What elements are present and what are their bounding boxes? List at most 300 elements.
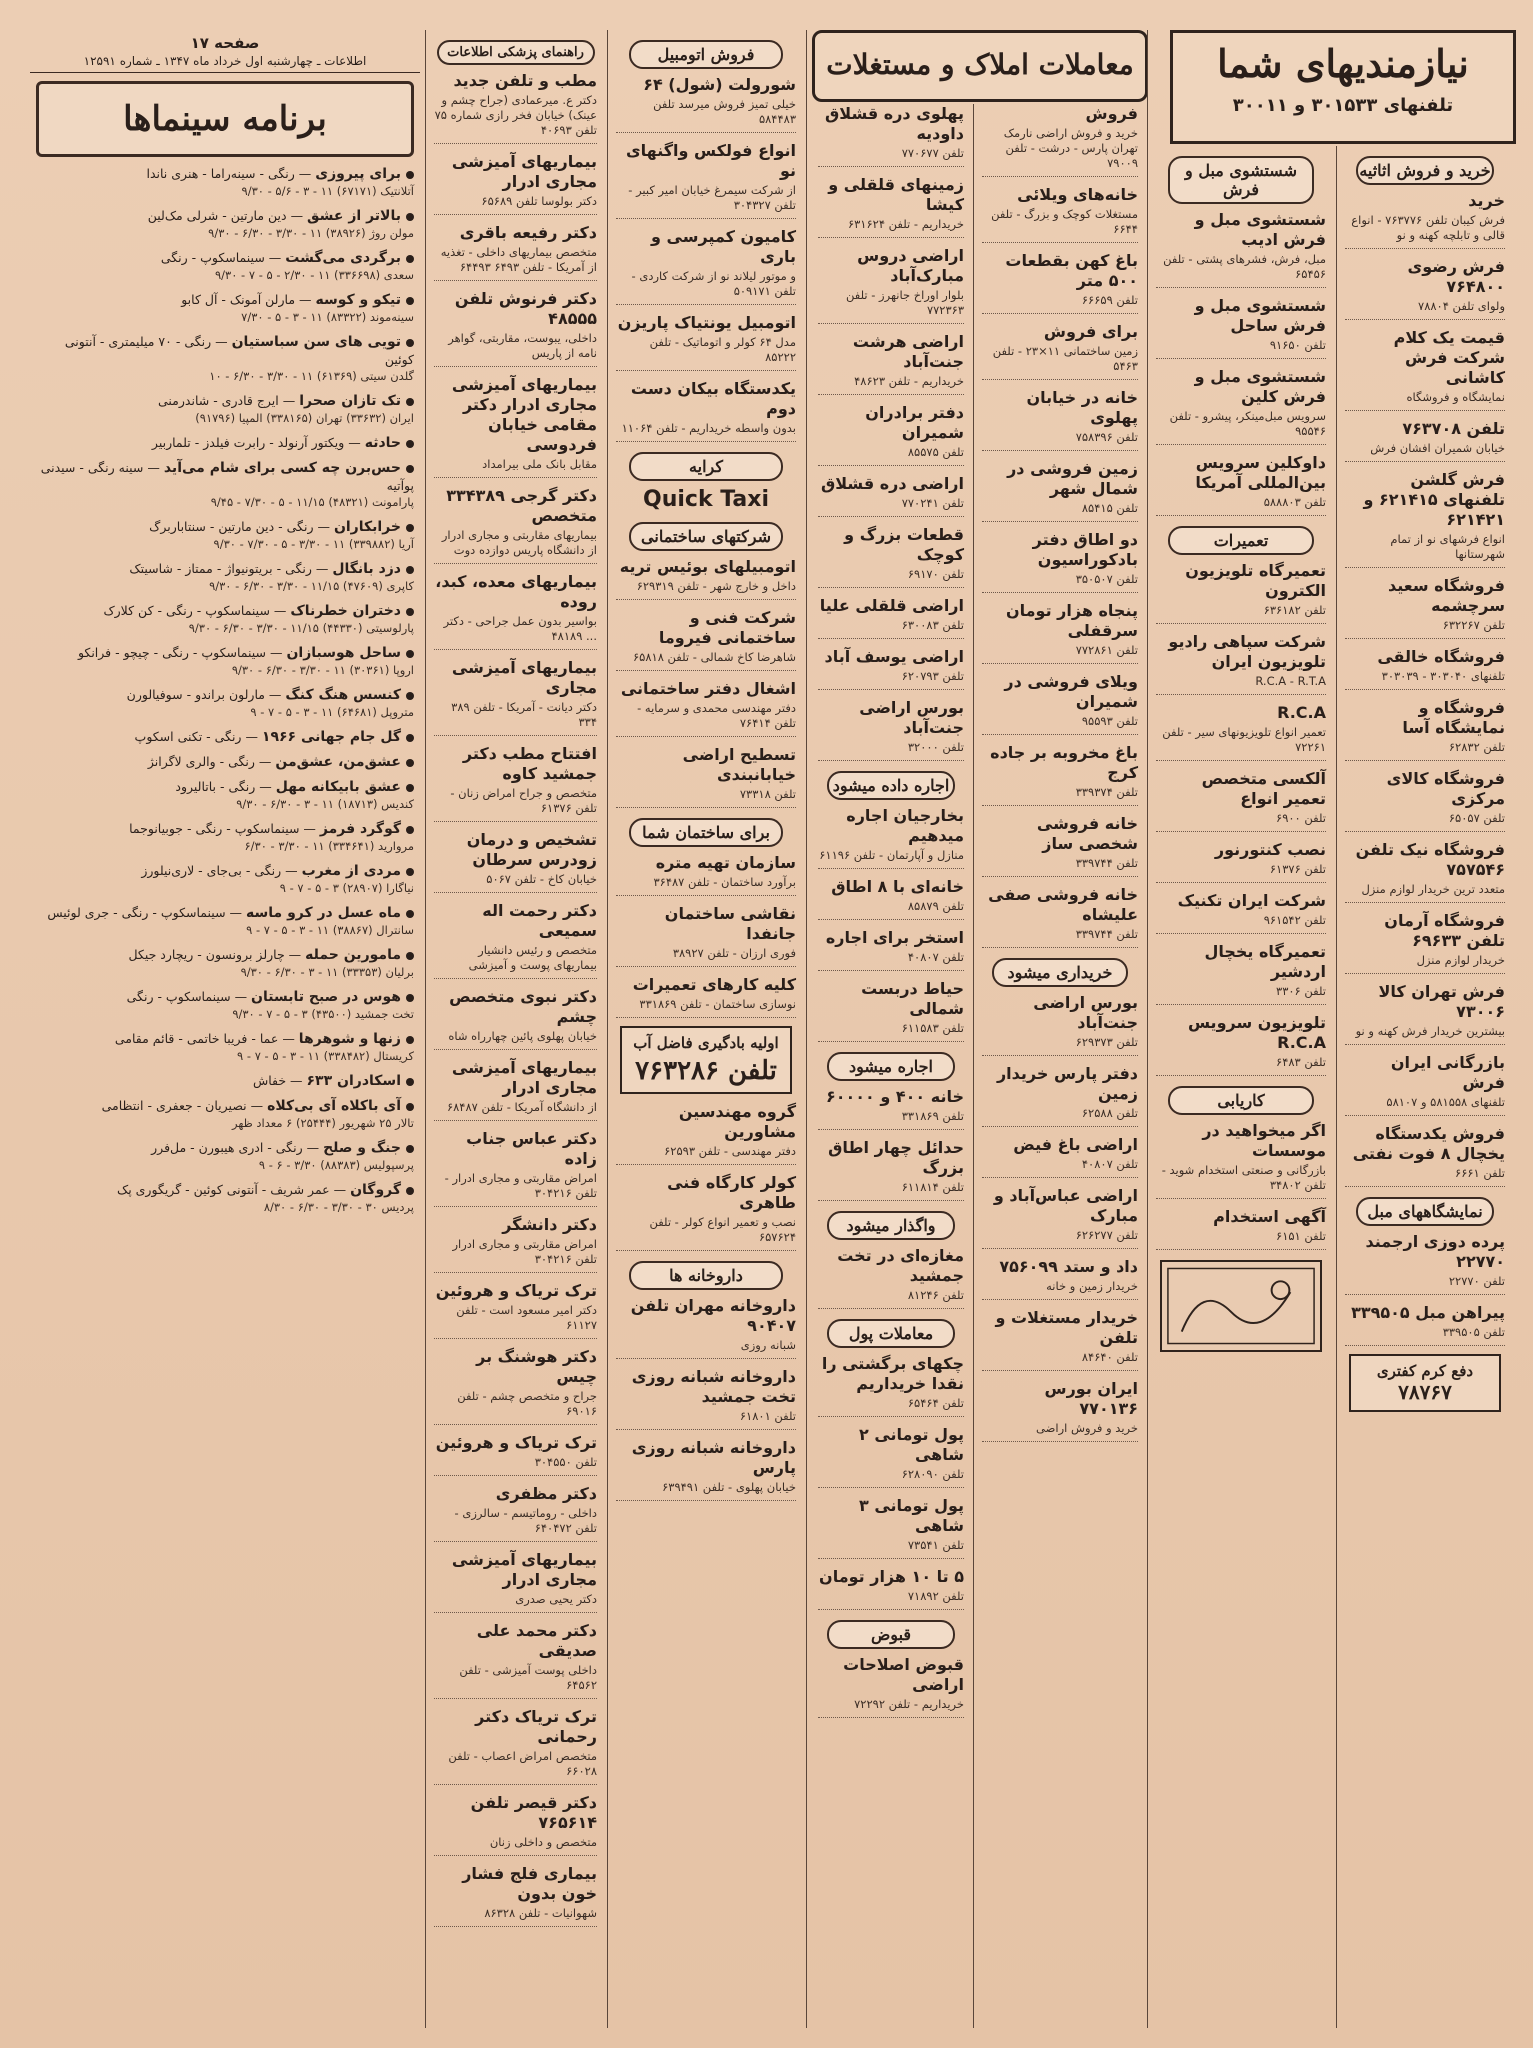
ad-title: شرکت فنی و ساختمانی فیروما <box>658 608 796 647</box>
classified-ad <box>982 814 1138 877</box>
classified-ad <box>1345 1232 1505 1295</box>
ad-title: پرده دوزی ارجمند ۲۲۷۷۰ <box>1365 1232 1505 1271</box>
ad-body: R.C.A - R.T.A <box>1255 674 1326 688</box>
cinema-listing: بالاتر از عشق — دین مارتین - شرلی مک‌لین مولن روژ (۳۸۹۲۶) ۱۱ - ۳/۳۰ - ۶/۳۰ - ۹/۳۰ <box>36 207 414 242</box>
classified-ad <box>1345 1124 1505 1187</box>
ad-title: اراضی دره قشلاق <box>820 474 964 493</box>
ad-body: دکتر بولوسا تلفن ۶۵۶۸۹ <box>481 194 597 208</box>
ad-title: ترک تریاک دکتر رحمانی <box>475 1707 597 1746</box>
pharmacy-header: داروخانه ها <box>629 1261 783 1290</box>
classified-ad <box>818 1246 964 1309</box>
classified-ad <box>818 1138 964 1201</box>
classified-ad <box>818 806 964 869</box>
cinema-film-name: تیکو و کوسه <box>315 292 401 308</box>
classified-ad <box>1156 769 1326 832</box>
ad-body: فرش کیبان تلفن ۷۶۳۷۷۶ - انواع قالی و تابلچه کهنه و نو <box>1351 213 1505 242</box>
classified-ad <box>1345 328 1505 411</box>
cinema-film-info: مارلون براندو - سوفیالورن <box>126 687 265 702</box>
cinema-film-info: چارلز برونسون - ریچارد جیکل <box>128 947 285 962</box>
medical-section-header: راهنمای پزشکی اطلاعات <box>437 40 595 65</box>
classified-ad <box>434 572 597 650</box>
bullet-icon <box>406 910 414 918</box>
cinema-listing: تک تازان صحرا — ایرج قادری - شاندرمنی ایران (۳۳۶۳۲) تهران (۳۳۸۱۶۵) المپیا (۹۱۷۹۶) <box>36 392 414 427</box>
classified-ad <box>1345 647 1505 690</box>
cinema-showtimes: نیاگارا (۲۸۹۰۷) ۳ - ۵ - ۷ - ۹ <box>279 881 414 895</box>
ad-body: دکتر دیانت - آمریکا - تلفن ۳۸۹ ۳۳۴ <box>451 700 597 729</box>
page-number: صفحه ۱۷ <box>190 34 260 52</box>
ad-body: داخلی پوست آمیزشی - تلفن ۶۴۵۶۲ <box>459 1663 597 1692</box>
ad-title: خانه فروشی صفی علیشاه <box>988 885 1138 924</box>
quick-taxi-ad: Quick Taxi <box>643 487 769 512</box>
ad-body: تلفن ۷۳۳۱۸ <box>739 787 796 801</box>
ad-title: دکتر قیصر تلفن ۷۶۵۶۱۴ <box>470 1793 597 1832</box>
ad-body: تلفن ۸۵۴۱۵ <box>1081 501 1138 515</box>
bullet-icon <box>406 1103 414 1111</box>
ad-body: تلفن ۹۵۵۹۳ <box>1081 714 1138 728</box>
cinema-film-info: سینه رنگی - سیدنی پوآتیه <box>40 460 414 493</box>
ad-title: تشخیص و درمان زودرس سرطان <box>466 830 597 869</box>
medical-column <box>428 30 603 2028</box>
cinema-listing: مامورین حمله — چارلز برونسون - ریچارد جیکل برلیان (۳۳۳۵۳) ۱۱ - ۳ - ۶/۳۰ - ۹/۳۰ <box>36 946 414 981</box>
ad-body: تلفن ۷۵۸۳۹۶ <box>1075 430 1138 444</box>
exhibits-header: نمایشگاههای مبل <box>1356 1197 1494 1226</box>
repairs-header: تعمیرات <box>1168 526 1314 555</box>
ad-body: تلفن ۸۱۲۴۶ <box>907 1288 964 1302</box>
construction-header: شرکتهای ساختمانی <box>629 522 783 551</box>
ad-body: مبل، فرش، فشرهای پشتی - تلفن ۶۵۴۵۶ <box>1163 252 1326 281</box>
ad-title: دکتر محمد علی صدیقی <box>476 1621 597 1660</box>
classified-ad <box>1156 1121 1326 1199</box>
ad-body: تلفن ۳۳۰۶ <box>1276 984 1326 998</box>
ad-title: فرش رضوی ۷۶۴۸۰۰ <box>1407 257 1505 296</box>
bullet-icon <box>406 398 414 406</box>
classified-ad <box>434 1433 597 1476</box>
ad-body: شاهرضا کاخ شمالی - تلفن ۶۵۸۱۸ <box>633 650 796 664</box>
ad-title: اراضی یوسف آباد <box>824 647 964 666</box>
cinema-listing: دختران خطرناک — سینماسکوپ - رنگی - کن کلارک پارلوسیتی (۴۴۳۳۰) ۱۱/۱۵ - ۳/۳۰ - ۶/۳۰ - ۹/۳۰ <box>36 602 414 637</box>
ad-body: دفتر مهندسی محمدی و سرمایه - تلفن ۷۶۴۱۴ <box>637 701 796 730</box>
ad-body: تلفن ۶۲۰۷۹۳ <box>901 669 964 683</box>
classified-ad <box>982 993 1138 1056</box>
bullet-icon <box>406 171 414 179</box>
ad-body: فوری ارزان - تلفن ۳۸۹۲۷ <box>672 946 796 960</box>
ad-body: دکتر یحیی صدری <box>515 1592 597 1606</box>
cinema-showtimes: متروپل (۶۴۶۸۱) ۱۱ - ۳ - ۵ - ۷ - ۹ <box>250 705 414 719</box>
for-construction-header: برای ساختمان شما <box>629 818 783 847</box>
ad-title: ایران بورس ۷۷۰۱۳۶ <box>1044 1379 1138 1418</box>
ad-title: ترک تریاک و هروئین <box>435 1281 597 1300</box>
ad-body: تلفن ۲۲۷۷۰ <box>1448 1274 1505 1288</box>
ad-body: بیماریهای مقاربتی و مجاری ادرار از دانشگاه پاریس دوازده دوت <box>441 528 597 557</box>
ad-title: اراضی دروس مبارک‌آباد <box>857 246 964 285</box>
ad-title: شستشوی مبل و فرش ساحل <box>1194 296 1326 335</box>
cinema-listing: حادثه — ویکتور آرنولد - رابرت فیلدز - تلماربیر <box>36 434 414 452</box>
ad-body: تلفن ۶۴۸۳ <box>1276 1055 1326 1069</box>
cinema-film-name: گل جام جهانی ۱۹۶۶ <box>261 729 401 745</box>
ad-body: تلفن ۳۳۹۷۴۴ <box>1075 856 1138 870</box>
cinema-film-name: تک تازان صحرا <box>299 393 401 409</box>
cinema-listing: تیکو و کوسه — مارلن آمونک - آل کابو سینه‌موند (۸۳۳۲۲) ۱۱ - ۳ - ۵ - ۷/۳۰ <box>36 291 414 326</box>
ad-body: خریدار زمین و خانه <box>1046 1279 1138 1293</box>
classifieds-title: نیازمندیهای شما <box>1217 41 1469 86</box>
cinema-film-name: مامورین حمله <box>305 947 401 963</box>
cinema-film-name: کنسس هنگ کنگ <box>285 687 401 703</box>
ad-title: تلویزیون سرویس R.C.A <box>1187 1013 1326 1052</box>
classified-ad <box>1156 840 1326 883</box>
cinema-showtimes: سینه‌موند (۸۳۳۲۲) ۱۱ - ۳ - ۵ - ۷/۳۰ <box>241 310 414 324</box>
illustrated-ad-logo <box>1160 1260 1322 1352</box>
ad-title: تعمیرگاه یخچال اردشیر <box>1204 942 1326 981</box>
classified-ad <box>434 830 597 893</box>
cinema-film-info: نصیریان - جعفری - انتظامی <box>101 1098 247 1113</box>
cinema-showtimes: کاپری (۴۷۶۰۹) ۱۱/۱۵ - ۳/۳۰ - ۶/۳۰ - ۹/۳۰ <box>209 579 414 593</box>
cinema-listing: مردی از مغرب — رنگی - بی‌جای - لاری‌نیلورز نیاگارا (۲۸۹۰۷) ۳ - ۵ - ۷ - ۹ <box>36 862 414 897</box>
ad-body: متخصص بیماریهای داخلی - تغذیه از آمریکا - تلفن ۶۴۹۳ ۶۴۴۹۳ <box>440 245 597 274</box>
cinema-film-info: سینماسکوپ - رنگی - کن کلارک <box>103 603 270 618</box>
ad-body: منازل و آپارتمان - تلفن ۶۱۱۹۶ <box>819 848 964 862</box>
cinema-film-info: رنگی - سینه‌راما - هنری ناندا <box>146 166 295 181</box>
cinema-film-name: حادثه <box>364 435 401 451</box>
classified-ad <box>616 1438 796 1501</box>
classified-ad <box>434 744 597 822</box>
bullet-icon <box>406 1145 414 1153</box>
ad-title: تسطیح اراضی خیابانبندی <box>682 745 796 784</box>
ad-title: تعمیرگاه تلویزیون الکترون <box>1185 561 1326 600</box>
classified-ad <box>616 75 796 133</box>
cinema-showtimes: تخت جمشید (۴۳۵۰۰) ۳ - ۵ - ۷ - ۹/۳۰ <box>232 1007 414 1021</box>
ad-title: داروخانه مهران تلفن ۹۰۴۰۷ <box>630 1296 796 1335</box>
cinema-film-name: برای پیروزی <box>315 166 401 182</box>
classified-ad <box>818 1425 964 1488</box>
ad-body: خریداریم - تلفن ۶۳۱۶۲۴ <box>847 217 964 231</box>
ad-body: تلفن ۶۳۰۰۸۳ <box>901 618 964 632</box>
ad-title: پهلوی دره قشلاق داودیه <box>824 104 964 143</box>
ad-body: تلفن ۶۲۹۳۷۳ <box>1075 1035 1138 1049</box>
ad-title: دکتر عباس جناب زاده <box>466 1129 597 1168</box>
cinema-listing: گل جام جهانی ۱۹۶۶ — رنگی - تکنی اسکوپ <box>36 728 414 746</box>
realestate-column-b <box>976 104 1144 2028</box>
cinema-film-name: مردی از مغرب <box>301 863 401 879</box>
classified-ad <box>982 1135 1138 1178</box>
ad-body: دفتر مهندسی - تلفن ۶۲۵۹۳ <box>664 1144 796 1158</box>
cinema-showtimes: پرسپولیس (۸۸۳۸۳) ۳/۳۰ - ۶ - ۹ <box>258 1158 414 1172</box>
ad-title: زمینهای قلقلی و کیشا <box>828 175 964 214</box>
ad-title: بیماری فلج فشار خون بدون <box>462 1864 597 1903</box>
ad-title: قبوض اصلاحات اراضی <box>843 1655 964 1694</box>
services-column <box>1339 146 1511 2028</box>
ad-title: خانه‌های ویلائی <box>1017 185 1138 204</box>
ad-body: بلوار اوراخ جانهرز - تلفن ۷۷۲۳۶۳ <box>846 288 964 317</box>
bullet-icon <box>406 608 414 616</box>
ad-body: تلفن ۶۲۸۳۲ <box>1448 740 1505 754</box>
classified-ad <box>982 1308 1138 1371</box>
ad-title: ۵ تا ۱۰ هزار تومان <box>819 1567 964 1586</box>
cinema-film-name: ساحل هوسبازان <box>286 645 401 661</box>
ad-title: دکتر مظفری <box>495 1484 597 1503</box>
ad-body: تلفن ۳۳۹۵۰۵ <box>1442 1325 1505 1339</box>
ad-title: بیماریهای آمیزشی مجاری ادرار <box>451 152 597 191</box>
classified-ad <box>616 1102 796 1165</box>
cinema-film-info: رنگی - ادری هیبورن - مل‌فرر <box>151 1140 303 1155</box>
classified-ad <box>1156 210 1326 288</box>
ad-body: تلفن ۷۷۲۸۶۱ <box>1075 643 1138 657</box>
classified-ad <box>818 175 964 238</box>
classified-ad <box>616 557 796 600</box>
cinema-film-info: رنگی - بی‌جای - لاری‌نیلورز <box>141 863 282 878</box>
ad-body: خرید و فروش اراضی <box>1036 1421 1138 1435</box>
classified-ad <box>1156 561 1326 624</box>
ad-body: مقابل بانک ملی بیرامداد <box>482 457 597 471</box>
classified-ad <box>982 459 1138 522</box>
bullet-icon <box>406 440 414 448</box>
ad-title: دو اطاق دفتر بادکوراسیون <box>1032 530 1138 569</box>
classified-ad <box>1345 191 1505 249</box>
classified-ad <box>616 975 796 1018</box>
furniture-sales-header: خرید و فروش اثاثیه <box>1356 156 1494 185</box>
bullet-icon <box>406 759 414 767</box>
cinema-film-name: دختران خطرناک <box>290 603 401 619</box>
ad-body: دکتر ع. میرعمادی (جراح چشم و عینک) خیابان فخر رازی شماره ۷۵ تلفن ۴۰۶۹۳ <box>434 93 597 137</box>
bullet-icon <box>406 1187 414 1195</box>
ad-body: خرید و فروش اراضی نارمک تهران پارس - درشت - تلفن ۷۹۰۰۹ <box>1003 126 1138 170</box>
ad-body: مدل ۶۴ کولر و اتوماتیک - تلفن ۸۵۲۲۲ <box>649 335 796 364</box>
ad-title: مغازه‌ای در تخت جمشید <box>837 1246 964 1285</box>
cinema-showtimes: سعدی (۳۳۶۶۹۸) ۱۱ - ۲/۳۰ - ۵ - ۷ - ۹/۳۰ <box>214 268 414 282</box>
cinema-film-name: تویی های سن سباستیان <box>231 334 401 350</box>
classified-ad <box>818 104 964 167</box>
classified-ad <box>982 388 1138 451</box>
bullet-icon <box>406 734 414 742</box>
ad-body: مستغلات کوچک و بزرگ - تلفن ۶۶۴۴ <box>991 207 1138 236</box>
ad-body: خریدار لوازم منزل <box>1416 953 1505 967</box>
ad-title: داروخانه شبانه روزی تخت جمشید <box>631 1367 796 1406</box>
ad-body: تلفن ۶۱۱۸۱۴ <box>901 1180 964 1194</box>
classified-ad <box>616 1173 796 1251</box>
ad-body: و موتور لیلاند نو از شرکت کاردی - تلفن ۵۰۹۱۷۱ <box>631 269 796 298</box>
classified-ad <box>982 530 1138 593</box>
classified-ad <box>982 322 1138 380</box>
classified-ad <box>1345 419 1505 462</box>
ad-body: متخصص و جراح امراض زنان - تلفن ۶۱۳۷۶ <box>450 786 597 815</box>
cinema-film-info: دین مارتین - شرلی مک‌لین <box>147 208 287 223</box>
classified-ad <box>982 601 1138 664</box>
ad-title: فروشگاه و نمایشگاه آسا <box>1402 698 1505 737</box>
ad-title: دکتر رفیعه باقری <box>459 223 597 242</box>
ad-title: اراضی عباس‌آباد و مبارک <box>993 1186 1138 1225</box>
classified-ad <box>818 1567 964 1610</box>
cinema-showtimes: تالار ۲۵ شهریور (۲۵۴۴۴) ۶ معداد ظهر <box>231 1116 414 1130</box>
classified-ad <box>1345 470 1505 568</box>
ad-body: بیشترین خریدار فرش کهنه و نو <box>1355 1024 1505 1038</box>
classified-ad <box>1156 1207 1326 1250</box>
ad-title: حیاط دربست شمالی <box>861 979 964 1018</box>
ad-title: دکتر گرجی ۳۳۴۳۸۹ متخصص <box>446 486 597 525</box>
classified-ad <box>982 251 1138 314</box>
cinema-showtimes: پردیس ۳۰ - ۳/۳۰ - ۶/۳۰ - ۸/۳۰ <box>263 1200 414 1214</box>
bullet-icon <box>406 784 414 792</box>
ad-body: تلفن ۸۵۸۷۹ <box>907 899 964 913</box>
ad-body: خیلی تمیز فروش میرسد تلفن ۵۸۴۴۸۳ <box>653 97 796 126</box>
classified-ad <box>818 332 964 395</box>
ad-body: تلفن ۸۴۶۴۰ <box>1081 1350 1138 1364</box>
cinema-film-name: هوس در صبح تابستان <box>251 989 401 1005</box>
ad-body: انواع فرشهای نو از تمام شهرستانها <box>1390 532 1505 561</box>
cinema-listing: عشق بابیکانه مهل — رنگی - باتالیرود کندیس (۱۸۷۱۳) ۱۱ - ۳ - ۶/۳۰ - ۹/۳۰ <box>36 778 414 813</box>
ad-title: اراضی باغ فیض <box>1013 1135 1138 1154</box>
ad-body: بدون واسطه خریداریم - تلفن ۱۱۰۶۴ <box>621 421 796 435</box>
ad-body: جراح و متخصص چشم - تلفن ۶۹۰۱۶ <box>457 1389 597 1418</box>
cinema-film-name: بالاتر از عشق <box>307 208 401 224</box>
cinema-listing: کنسس هنگ کنگ — مارلون براندو - سوفیالورن متروپل (۶۴۶۸۱) ۱۱ - ۳ - ۵ - ۷ - ۹ <box>36 686 414 721</box>
ad-title: اراضی قلقلی علیا <box>819 596 964 615</box>
cinema-film-name: خرابکاران <box>333 519 401 535</box>
ad-title: فروش یکدستگاه یخچال ۸ فوت نفتی <box>1352 1124 1505 1163</box>
classified-ad <box>818 403 964 466</box>
ad-body: تلفن ۳۳۱۸۶۹ <box>901 1109 964 1123</box>
ad-body: داخلی، یبوست، مقاربتی، گواهر نامه از پاریس <box>448 331 597 360</box>
ad-title: فرش گلشن تلفنهای ۶۲۱۴۱۵ و ۶۲۱۴۲۱ <box>1363 470 1505 529</box>
classified-ad <box>818 698 964 761</box>
cinema-listing: دزد بانگال — رنگی - بریتونیواژ - ممتاز - شاسیتک کاپری (۴۷۶۰۹) ۱۱/۱۵ - ۳/۳۰ - ۶/۳۰ - ۹/۳۰ <box>36 560 414 595</box>
ad-title: خانه در خیابان پهلوی <box>1026 388 1138 427</box>
repairs-column <box>1150 146 1332 2028</box>
ad-body: از دانشگاه آمریکا - تلفن ۶۸۴۸۷ <box>446 1100 597 1114</box>
bullet-icon <box>406 465 414 473</box>
classified-ad <box>434 486 597 564</box>
cinema-film-name: برگردی می‌گشت <box>285 250 401 266</box>
ad-body: متعدد ترین خریدار لوازم منزل <box>1361 882 1505 896</box>
classified-ad <box>434 375 597 478</box>
classified-ad <box>1345 769 1505 832</box>
ad-title: دکتر فرنوش تلفن ۴۸۵۵۵ <box>454 289 597 328</box>
cinema-film-info: ویکتور آرنولد - رابرت فیلدز - تلماربیر <box>151 435 345 450</box>
ad-body: برآورد ساختمان - تلفن ۳۶۴۸۷ <box>653 875 796 889</box>
ad-body: متخصص و داخلی زنان <box>489 1835 597 1849</box>
ad-body: تلفن ۶۱۸۰۱ <box>739 1409 796 1423</box>
classified-ad <box>434 1864 597 1927</box>
cinema-showtimes: برلیان (۳۳۳۵۳) ۱۱ - ۳ - ۶/۳۰ - ۹/۳۰ <box>240 965 414 979</box>
ad-title: حدائل چهار اطاق بزرگ <box>828 1138 964 1177</box>
ad-body: تلفن ۳۳۹۷۴۴ <box>1075 927 1138 941</box>
ad-body: تلفن ۳۰۴۵۵۰ <box>534 1455 597 1469</box>
cinema-listing: جنگ و صلح — رنگی - ادری هیبورن - مل‌فرر پرسپولیس (۸۸۳۸۳) ۳/۳۰ - ۶ - ۹ <box>36 1139 414 1174</box>
ad-title: شستشوی مبل و فرش ادیب <box>1194 210 1326 249</box>
ad-title: بازرگانی ایران فرش <box>1390 1053 1505 1092</box>
classified-ad <box>434 1621 597 1699</box>
classified-ad <box>982 1257 1138 1300</box>
classified-ad <box>818 525 964 588</box>
ad-body: تلفن ۶۲۸۰۹۰ <box>901 1467 964 1481</box>
cinema-film-info: ایرج قادری - شاندرمنی <box>157 393 279 408</box>
classified-ad <box>434 1347 597 1425</box>
ad-body: شهوانیات - تلفن ۸۶۳۲۸ <box>484 1906 597 1920</box>
ad-body: تلفن ۶۳۲۲۶۷ <box>1442 618 1505 632</box>
cinema-film-info: خفاش <box>252 1073 287 1088</box>
ad-body: تلفن ۶۱۱۵۸۳ <box>901 1021 964 1035</box>
ad-title: باغ مخروبه بر جاده کرج <box>990 743 1138 782</box>
classified-ad <box>616 853 796 896</box>
cinema-listing: برگردی می‌گشت — سینماسکوپ - رنگی سعدی (۳۳۶۶۹۸) ۱۱ - ۲/۳۰ - ۵ - ۷ - ۹/۳۰ <box>36 249 414 284</box>
ad-title: بخارجیان اجاره میدهیم <box>846 806 964 845</box>
classified-ad <box>434 152 597 215</box>
cinema-column <box>30 30 420 2028</box>
classified-ad <box>434 1550 597 1613</box>
ad-title: دکتر دانشگر <box>502 1215 597 1234</box>
cinema-film-name: گروگان <box>350 1182 401 1198</box>
cinema-film-info: سینماسکوپ - رنگی - چیچو - فرانکو <box>77 645 267 660</box>
bullet-icon <box>406 994 414 1002</box>
ad-title: نقاشی ساختمان جانفدا <box>664 904 796 943</box>
ad-body: امراض مقاربتی و مجاری ادرار تلفن ۳۰۴۲۱۶ <box>452 1237 597 1266</box>
classified-ad <box>616 745 796 808</box>
cinema-film-info: رنگی - والری لاگرانژ <box>147 754 255 769</box>
classified-ad <box>434 223 597 281</box>
classified-ad <box>616 1367 796 1430</box>
ad-title: پول تومانی ۲ شاهی <box>859 1425 964 1464</box>
ad-body: خیابان پهلوی پائین چهارراه شاه <box>448 1029 597 1043</box>
cinema-listing: عشق‌من، عشق‌من — رنگی - والری لاگرانژ <box>36 753 414 771</box>
ad-body: تلفن ۳۵۰۵۰۷ <box>1075 572 1138 586</box>
cinema-listing: خرابکاران — رنگی - دین مارتین - سنتاباربرگ آریا (۳۳۹۸۸۲) ۱۱ - ۳/۳۰ - ۵ - ۷/۳۰ - ۹/۳۰ <box>36 518 414 553</box>
ad-title: افتتاح مطب دکتر جمشید کاوه <box>462 744 597 783</box>
ad-title: پنجاه هزار تومان سرقفلی <box>1005 601 1138 640</box>
ad-title: دفتر برادران شمیران <box>865 403 964 442</box>
bullet-icon <box>406 650 414 658</box>
classified-ad <box>818 1354 964 1417</box>
ad-body: داخلی - روماتیسم - سالرزی - تلفن ۶۴۰۴۷۲ <box>454 1506 597 1535</box>
ad-body: دکتر امیر مسعود است - تلفن ۶۱۱۲۷ <box>456 1303 597 1332</box>
cinema-listing: گروگان — عمر شریف - آنتونی کوئین - گریگوری پک پردیس ۳۰ - ۳/۳۰ - ۶/۳۰ - ۸/۳۰ <box>36 1181 414 1216</box>
cinema-film-name: جنگ و صلح <box>323 1140 401 1156</box>
classified-ad <box>1156 367 1326 445</box>
cinema-showtimes: پارامونت (۴۸۳۲۱) ۱۱/۱۵ - ۵ - ۷/۳۰ - ۹/۴۵ <box>210 495 414 509</box>
ad-title: فروشگاه خالقی <box>1377 647 1505 666</box>
cinema-showtimes: کندیس (۱۸۷۱۳) ۱۱ - ۳ - ۶/۳۰ - ۹/۳۰ <box>236 797 414 811</box>
cinema-showtimes: سانترال (۳۸۸۶۷) ۱۱ - ۳ - ۵ - ۷ - ۹ <box>246 923 414 937</box>
cinema-film-name: اسکادران ۶۳۳ <box>306 1073 401 1089</box>
cinema-film-name: ماه عسل در کرو ماسه <box>246 905 401 921</box>
ad-title: گروه مهندسین مشاورین <box>678 1102 796 1141</box>
ad-body: تلفن ۶۲۶۲۷۷ <box>1075 1228 1138 1242</box>
ad-title: باغ کهن بقطعات ۵۰۰ متر <box>1005 251 1138 290</box>
cinema-showtimes: آتلانتیک (۶۷۱۷۱) ۱۱ - ۳ - ۵/۶ - ۹/۳۰ <box>241 184 414 198</box>
cinema-film-info: رنگی - تکنی اسکوپ <box>134 729 242 744</box>
ad-body: تلفن ۶۹۱۷۰ <box>907 567 964 581</box>
classified-ad <box>616 608 796 671</box>
classified-ad <box>982 885 1138 948</box>
bullet-icon <box>406 566 414 574</box>
cinema-film-name: عشق بابیکانه مهل <box>275 779 401 795</box>
ad-title: فروشگاه نیک تلفن ۷۵۷۵۴۶ <box>1355 840 1505 879</box>
money-header: معاملات پول <box>827 1319 954 1348</box>
ad-body: تلفن ۹۶۱۵۴۲ <box>1263 913 1326 927</box>
ad-body: تعمیر انواع تلویزیونهای سیر - تلفن ۷۲۲۶۱ <box>1162 725 1326 754</box>
pest-control-title: دفع کرم کفتری <box>1376 1362 1474 1380</box>
ad-title: زمین فروشی در شمال شهر <box>1007 459 1138 498</box>
cars-column <box>610 30 802 2028</box>
cinema-listing: تویی های سن سباستیان — رنگی - ۷۰ میلیمتری - آنتونی کوئین گلدن سیتی (۶۱۳۶۹) ۱۱ - ۳/۳۰ - ۶/۳۰ - ۱۰ <box>36 333 414 385</box>
sewage-ad-phone: تلفن ۷۶۳۲۸۶ <box>635 1056 777 1086</box>
ad-body: تلفنهای ۳۰۳۰۴۰ - ۳۰۳۰۳۹ <box>1381 669 1505 683</box>
classified-ad <box>616 904 796 967</box>
ad-body: متخصص امراض اعصاب - تلفن ۶۶۰۲۸ <box>448 1749 597 1778</box>
cinema-showtimes: آریا (۳۳۹۸۸۲) ۱۱ - ۳/۳۰ - ۵ - ۷/۳۰ - ۹/۳۰ <box>213 537 414 551</box>
classified-ad <box>818 596 964 639</box>
cinema-listing: ساحل هوسبازان — سینماسکوپ - رنگی - چیچو - فرانکو اروپا (۳۰۳۶۱) ۱۱ - ۳/۳۰ - ۶/۳۰ - ۹/۳۰ <box>36 644 414 679</box>
ad-title: بورس اراضی جنت‌آباد <box>1033 993 1138 1032</box>
ad-body: تلفن ۳۳۹۳۷۴ <box>1075 785 1138 799</box>
ad-title: خانه فروشی شخصی ساز <box>1036 814 1138 853</box>
